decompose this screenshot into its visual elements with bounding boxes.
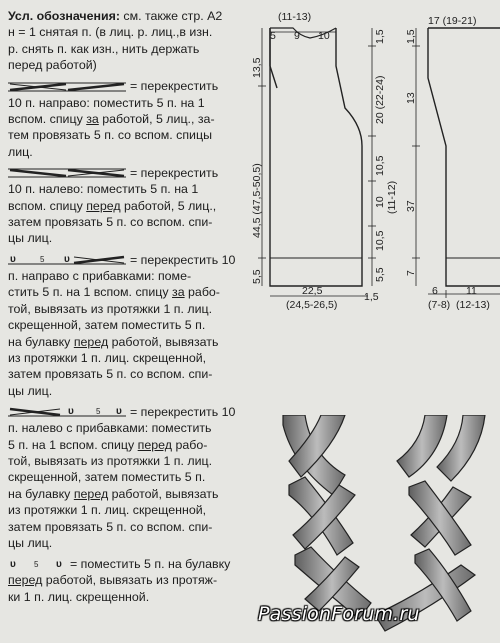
symbol-5: 5 bbox=[34, 560, 39, 570]
cross-right-lead: = перекрестить bbox=[130, 79, 219, 94]
symbol-u: υ bbox=[64, 253, 70, 265]
text-line: стить 5 п. на 1 вспом. спицу bbox=[8, 285, 173, 300]
legend-pin bbox=[8, 556, 246, 605]
legend-cross-right-inc bbox=[8, 252, 246, 399]
symbol-u: υ bbox=[68, 406, 74, 418]
pattern-schematic bbox=[250, 6, 500, 316]
text-line: п. налево с прибавками: поместить bbox=[8, 421, 212, 436]
body-right-1: 1,5 bbox=[374, 29, 386, 44]
sleeve-left-2: 13 bbox=[405, 92, 417, 104]
symbol-5: 5 bbox=[96, 407, 101, 417]
left-braid bbox=[283, 415, 371, 619]
text-line: из протяжки 1 п. лиц. скрещенной, bbox=[8, 503, 207, 518]
text-underlined: перед bbox=[86, 198, 121, 213]
legend-cross-left-inc bbox=[8, 404, 246, 551]
selvage-line-3: перед работой) bbox=[8, 58, 97, 73]
text-line: скрещенной, затем поместить 5 п. bbox=[8, 318, 206, 333]
text-underlined: за bbox=[172, 285, 185, 300]
body-right-3: 10,5 bbox=[374, 155, 386, 176]
text-line: той, вывязать из протяжки 1 п. лиц. bbox=[8, 301, 213, 316]
symbol-u: υ bbox=[116, 406, 122, 418]
text-line: работой, 5 лиц., за- bbox=[98, 112, 215, 127]
text-line: цы лиц. bbox=[8, 231, 53, 246]
body-top-b: 9 bbox=[294, 30, 300, 42]
text-underlined: перед bbox=[73, 486, 109, 501]
sleeve-piece bbox=[412, 28, 500, 298]
body-top-a: 5 bbox=[270, 30, 276, 42]
text-line: цы лиц. bbox=[8, 535, 53, 550]
body-right-5: 10,5 bbox=[374, 230, 386, 251]
legend-title: Усл. обозначения: bbox=[8, 9, 120, 23]
cable-right-symbol bbox=[8, 81, 126, 93]
cross-right-inc-lead: = перекрестить 10 bbox=[130, 252, 236, 267]
text-underlined: перед bbox=[73, 334, 109, 349]
sleeve-bottom-a: 6 bbox=[432, 285, 438, 297]
selvage-line-2: р. снять п. как изн., нить держать bbox=[8, 41, 200, 56]
body-left-top: 13,5 bbox=[251, 57, 263, 78]
text-line: из протяжки 1 п. лиц. скрещенной, bbox=[8, 350, 207, 365]
body-bottom-right: 1,5 bbox=[364, 291, 379, 303]
cross-left-lead: = перекрестить bbox=[130, 166, 219, 181]
cable-right-inc-symbol bbox=[8, 254, 126, 266]
cable-left-symbol bbox=[8, 167, 126, 179]
text-line: лиц. bbox=[8, 144, 33, 159]
body-bottom: 22,5 bbox=[302, 285, 323, 297]
symbol-5: 5 bbox=[40, 254, 45, 264]
text-line: вспом. спицу bbox=[8, 112, 87, 127]
text-line: затем провязать 5 п. со вспом. спи- bbox=[8, 519, 213, 534]
body-right-4b: (11-12) bbox=[386, 180, 398, 214]
text-line: ки 1 п. лиц. скрещенной. bbox=[8, 589, 150, 604]
text-line: рабо- bbox=[172, 437, 208, 452]
text-line: цы лиц. bbox=[8, 383, 53, 398]
legend-title-rest: см. также стр. А2 bbox=[119, 9, 223, 23]
symbol-u: υ bbox=[10, 253, 16, 265]
watermark-logo: PassionForum.ru bbox=[258, 603, 420, 625]
symbol-u: υ bbox=[56, 559, 62, 571]
text-line: скрещенной, затем поместить 5 п. bbox=[8, 470, 206, 485]
text-line: работой, вывязать bbox=[108, 334, 219, 349]
text-line: на булавку bbox=[8, 334, 74, 349]
text-line: работой, вывязать из протяж- bbox=[42, 573, 218, 588]
cable-left-inc-symbol bbox=[8, 406, 126, 418]
body-left-bottom: 5,5 bbox=[251, 269, 263, 284]
right-braid bbox=[375, 415, 485, 631]
symbol-u: υ bbox=[10, 559, 16, 571]
sleeve-bottom-b-paren: (12-13) bbox=[456, 299, 490, 311]
text-line: вспом. спицу bbox=[8, 198, 87, 213]
text-line: работой, вывязать bbox=[108, 486, 219, 501]
legend-cross-right bbox=[8, 79, 246, 161]
body-piece bbox=[258, 28, 376, 296]
body-right-4: 10 bbox=[374, 196, 386, 208]
text-line: 10 п. направо: поместить 5 п. на 1 bbox=[8, 95, 205, 110]
body-right-2: 20 (22-24) bbox=[374, 75, 386, 124]
text-line: затем провязать 5 п. со вспом. спи- bbox=[8, 367, 213, 382]
text-underlined: за bbox=[86, 112, 99, 127]
legend-cross-left bbox=[8, 165, 246, 247]
body-bottom-paren: (24,5-26,5) bbox=[286, 299, 338, 311]
text-underlined: перед bbox=[137, 437, 172, 452]
legend-block bbox=[8, 8, 246, 610]
body-right-6: 5,5 bbox=[374, 267, 386, 282]
body-left-main: 44,5 (47,5-50,5) bbox=[251, 163, 263, 238]
text-line: рабо- bbox=[184, 285, 220, 300]
sleeve-bottom-b: 11 bbox=[466, 285, 477, 297]
text-underlined: перед bbox=[8, 573, 43, 588]
text-line: п. направо с прибавками: поме- bbox=[8, 268, 192, 283]
text-line: затем провязать 5 п. со вспом. спи- bbox=[8, 215, 213, 230]
body-top-paren: (11-13) bbox=[278, 11, 312, 23]
text-line: 10 п. налево: поместить 5 п. на 1 bbox=[8, 182, 199, 197]
body-top-c: 10 bbox=[318, 30, 330, 42]
sleeve-left-4: 7 bbox=[405, 270, 417, 276]
text-line: тем провязать 5 п. со вспом. спицы bbox=[8, 128, 212, 143]
selvage-line-1: н = 1 снятая п. (в лиц. р. лиц.,в изн. bbox=[8, 25, 213, 40]
text-line: работой, 5 лиц., bbox=[120, 198, 217, 213]
text-line: на булавку bbox=[8, 486, 74, 501]
pin-symbol bbox=[8, 558, 66, 570]
cross-left-inc-lead: = перекрестить 10 bbox=[130, 404, 236, 419]
sleeve-top: 17 (19-21) bbox=[428, 15, 477, 27]
sleeve-left-3: 37 bbox=[405, 200, 417, 212]
text-line: той, вывязать из протяжки 1 п. лиц. bbox=[8, 453, 213, 468]
sleeve-left-1: 1,5 bbox=[405, 29, 417, 44]
text-line: 5 п. на 1 вспом. спицу bbox=[8, 437, 138, 452]
sleeve-bottom-a-paren: (7-8) bbox=[428, 299, 451, 311]
pin-lead: = поместить 5 п. на булавку bbox=[70, 557, 231, 572]
